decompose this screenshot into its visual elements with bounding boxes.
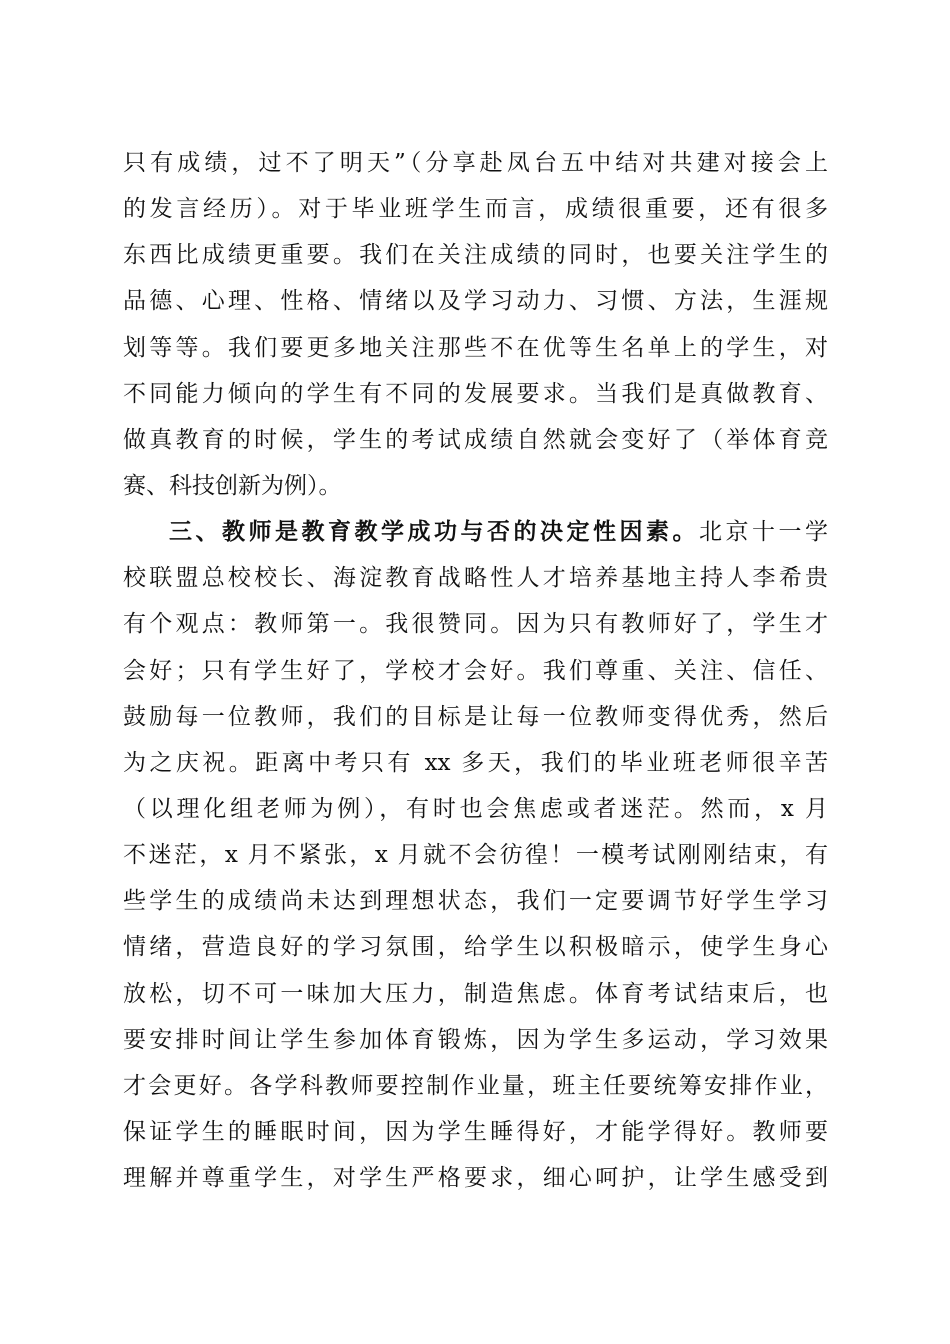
text-line: 理解并尊重学生，对学生严格要求，细心呵护，让学生感受到 bbox=[123, 1165, 828, 1192]
section-heading: 三、教师是教育教学成功与否的决定性因素。 bbox=[169, 519, 699, 546]
text-line: 品德、心理、性格、情绪以及学习动力、习惯、方法，生涯规 bbox=[123, 288, 828, 315]
paragraph-first-line bbox=[123, 509, 828, 555]
text-line: 才会更好。各学科教师要控制作业量，班主任要统筹安排作业， bbox=[123, 1072, 828, 1099]
text-line: 只有成绩，过不了明天”（分享赴凤台五中结对共建对接会上 bbox=[123, 150, 828, 176]
paragraph-2 bbox=[123, 509, 828, 1201]
text-line: 鼓励每一位教师，我们的目标是让每一位教师变得优秀，然后 bbox=[123, 703, 828, 730]
text-line: 要安排时间让学生参加体育锻炼，因为学生多运动，学习效果 bbox=[123, 1026, 828, 1053]
text-line: 划等等。我们要更多地关注那些不在优等生名单上的学生，对 bbox=[123, 334, 828, 361]
text-line: （以理化组老师为例），有时也会焦虑或者迷茫。然而，x 月 bbox=[123, 795, 828, 822]
text-line: 校联盟总校校长、海淀教育战略性人才培养基地主持人李希贵 bbox=[123, 565, 828, 592]
text-line: 做真教育的时候，学生的考试成绩自然就会变好了（举体育竞 bbox=[123, 426, 828, 453]
text-line: 保证学生的睡眠时间，因为学生睡得好，才能学得好。教师要 bbox=[123, 1118, 828, 1145]
body-text bbox=[123, 140, 828, 1201]
text-line: 不同能力倾向的学生有不同的发展要求。当我们是真做教育、 bbox=[123, 380, 828, 407]
paragraph-1 bbox=[123, 140, 828, 509]
text-line: 些学生的成绩尚未达到理想状态，我们一定要调节好学生学习 bbox=[123, 888, 828, 915]
text-line: 不迷茫，x 月不紧张，x 月就不会彷徨！一模考试刚刚结束，有 bbox=[123, 842, 828, 869]
text-line: 有个观点：教师第一。我很赞同。因为只有教师好了，学生才 bbox=[123, 611, 828, 638]
text-run: 北京十一学 bbox=[699, 519, 828, 546]
text-line: 情绪，营造良好的学习氛围，给学生以积极暗示，使学生身心 bbox=[123, 934, 828, 961]
text-line: 会好；只有学生好了，学校才会好。我们尊重、关注、信任、 bbox=[123, 657, 828, 684]
text-line: 放松，切不可一味加大压力，制造焦虑。体育考试结束后，也 bbox=[123, 980, 828, 1007]
text-line: 的发言经历）。对于毕业班学生而言，成绩很重要，还有很多 bbox=[123, 196, 828, 223]
text-line: 赛、科技创新为例）。 bbox=[123, 472, 342, 499]
text-line: 为之庆祝。距离中考只有 xx 多天，我们的毕业班老师很辛苦 bbox=[123, 749, 828, 776]
text-line: 东西比成绩更重要。我们在关注成绩的同时，也要关注学生的 bbox=[123, 242, 828, 269]
